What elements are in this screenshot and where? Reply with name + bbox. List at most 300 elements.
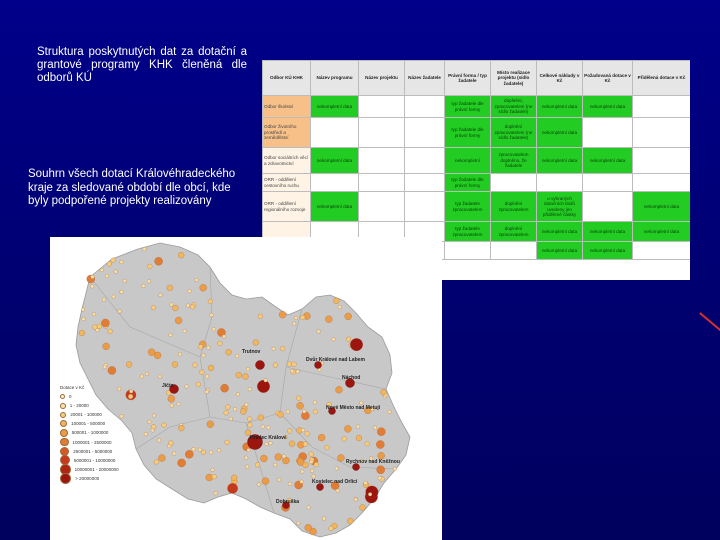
legend-item [60,428,122,437]
legend-item [60,419,122,428]
municipality-dot [246,367,250,371]
municipality-dot [147,420,151,424]
municipality-dot [236,392,240,396]
municipality-dot [290,369,294,373]
municipality-dot [336,489,340,493]
municipality-dot [151,424,156,429]
municipality-dot [111,258,116,263]
municipality-dot [380,389,386,395]
municipality-dot [305,524,312,531]
table-cell [633,242,691,260]
table-cell [445,242,491,260]
municipality-dot [248,387,252,391]
municipality-dot [120,290,124,294]
municipality-dot [296,521,300,525]
table-cell [491,242,537,260]
municipality-dot [91,275,95,279]
municipality-dot [260,455,267,462]
municipality-dot [152,414,156,418]
municipality-dot [90,285,94,289]
municipality-dot [92,312,96,316]
municipality-dot [102,298,106,302]
municipality-dot [377,428,385,436]
municipality-dot [154,460,159,465]
municipality-dot [231,475,237,481]
municipality-dot [278,412,284,418]
legend-label: 1000001 - 2500000 [72,439,112,445]
municipality-dot [296,370,300,374]
municipality-dot [317,330,321,334]
municipality-dot [365,441,370,446]
municipality-dot [303,462,309,468]
table-cell: typ žadatele zpracovatelem [445,222,491,242]
municipality-dot [211,468,215,472]
table-header: Právní forma / typ žadatele [445,61,491,96]
municipality-dot [142,284,146,288]
table-cell: doplnění, zpracovatelem (ne sídlo žadatele) [491,96,537,118]
municipality-dot [186,304,190,308]
region-map-image [50,237,442,540]
municipality-dot [247,417,252,422]
table-cell: zpracovatelem doplněno, že žadatele [491,148,537,174]
city-label: Hradec Králové [250,435,287,441]
municipality-dot [185,385,189,389]
municipality-dot [162,423,167,428]
municipality-dot [288,482,292,486]
municipality-dot [154,352,161,359]
municipality-dot [265,442,269,446]
table-cell [405,148,445,174]
municipality-dot [158,375,162,379]
municipality-dot [200,284,207,291]
table-cell: nekompletní data [537,148,583,174]
municipality-dot [301,428,305,432]
table-row [263,148,691,174]
municipality-dot [205,375,209,379]
municipality-dot [198,448,202,452]
municipality-dot [289,441,295,447]
legend-item [60,410,122,419]
table-cell [491,174,537,192]
municipality-dot [208,299,213,304]
municipality-dot [257,380,270,393]
table-header: Přidělená dotace v Kč [633,61,691,96]
municipality-dot [356,435,362,441]
municipality-dot [147,264,152,269]
table-body [263,96,691,260]
municipality-dot [292,362,297,367]
municipality-dot [287,362,292,367]
municipality-dot [177,402,181,406]
legend-label: 2500001 - 5000000 [73,448,113,454]
city-label: Rychnov nad Kněžnou [346,459,400,465]
municipality-dot [158,455,165,462]
municipality-dot [275,454,282,461]
municipality-dot [82,317,86,321]
municipality-dot [155,257,163,265]
municipality-dot [205,390,209,394]
municipality-dot [168,441,173,446]
municipality-dot [312,474,316,478]
municipality-dot [303,442,308,447]
slide-summary: Souhrn všech dotací Královéhradeckého kraje za sledované období dle obcí, kde byly podpořené projekty realizovány [28,168,236,207]
municipality-dot [368,492,372,496]
municipality-dot [221,384,229,392]
municipality-dot [273,363,278,368]
municipality-dot [287,429,292,434]
table-cell [405,118,445,148]
municipality-dot [264,378,268,382]
municipality-dot [101,319,109,327]
municipality-dot [207,421,214,428]
municipality-dot [209,451,213,455]
city-label: Nové Město nad Metují [326,405,381,411]
city-label: Kostelec nad Orlicí [312,479,358,485]
municipality-dot [258,314,263,319]
table-header-row [263,61,691,96]
table-cell: nekompletní data [537,96,583,118]
legend-label: 10000001 - 20000000 [74,466,119,472]
table-cell [405,192,445,222]
legend-swatch-icon [60,473,71,484]
municipality-dot [364,481,368,485]
table-header: Název programu [311,61,359,96]
municipality-dot [218,341,223,346]
decorative-line [700,312,720,332]
municipality-dot [325,445,330,450]
table-cell [583,174,633,192]
district-centre-dot [256,361,265,370]
municipality-dot [342,437,347,442]
municipality-dot [282,454,286,458]
municipality-dot [143,247,147,251]
municipality-dot [267,426,271,430]
municipality-dot [202,354,206,358]
municipality-dot [366,486,379,499]
municipality-dot [347,518,353,524]
municipality-dot [300,470,304,474]
municipality-dot [300,480,304,484]
municipality-dot [292,322,296,326]
municipality-dot [261,425,265,429]
municipality-dot [178,425,184,431]
table-row-header: Odbor životního prostředí a zemědělství [263,118,311,148]
municipality-dot [318,434,325,441]
municipality-dot [286,410,290,414]
legend-label: 5000001 - 10000000 [73,457,116,463]
legend-item [60,474,122,483]
table-cell: nekompletní data [311,148,359,174]
municipality-dot [305,431,310,436]
table-cell: doplnění zpracovatelem [491,222,537,242]
table-header: Celkové náklady v Kč [537,61,583,96]
municipality-dot [335,467,339,471]
municipality-dot [172,305,178,311]
table-cell: doplnění zpracovatelem [491,192,537,222]
municipality-dot [253,340,259,346]
municipality-dot [244,456,248,460]
municipality-dot [140,375,144,379]
municipality-dot [192,447,196,451]
municipality-dot [118,309,122,313]
municipality-dot [103,365,107,369]
table-cell: u vybraných dotačních titulů uvedeny jen přidělené částky [537,192,583,222]
municipality-dot [240,409,246,415]
municipality-dot [198,344,203,349]
region-outline [73,243,410,537]
table-row-header: Odbor sociálních věcí a zdravotnictví [263,148,311,174]
municipality-dot [212,474,217,479]
municipality-dot [333,298,339,304]
table-cell [405,174,445,192]
table-cell [583,118,633,148]
municipality-dot [325,316,332,323]
municipality-dot [255,462,260,467]
municipality-dot [338,305,342,309]
legend-swatch-icon [60,429,68,437]
municipality-dot [185,450,193,458]
data-structure-table [262,60,690,260]
table-header: Název žadatele [405,61,445,96]
legend-item [60,465,122,474]
table-cell: nekompletní data [537,118,583,148]
table-cell: typ žadatele dle právní formy [445,174,491,192]
municipality-dot [92,325,97,330]
municipality-dot [157,438,161,442]
municipality-dot [376,440,384,448]
municipality-dot [277,478,281,482]
municipality-dot [107,262,112,267]
municipality-dot [229,417,233,421]
legend-item [60,447,122,456]
municipality-dot [257,483,261,487]
municipality-dot [81,308,85,312]
municipality-dot [200,370,205,375]
municipality-dot [178,459,186,467]
municipality-dot [314,462,319,467]
municipality-dot [332,337,336,341]
municipality-dot [360,505,366,511]
table-row [263,118,691,148]
city-label: Jičín [162,383,174,389]
municipality-dot [309,452,314,457]
municipality-dot [100,268,104,272]
municipality-dot [172,452,176,456]
municipality-dot [167,285,173,291]
municipality-dot [336,386,343,393]
municipality-dot [262,478,269,485]
municipality-dot [195,278,199,282]
legend-label: 0 [69,394,72,400]
municipality-dot [151,305,156,310]
legend-swatch-icon [60,394,65,399]
table-cell: nekompletní data [583,148,633,174]
municipality-dot [236,372,242,378]
municipality-dot [344,425,351,432]
table-cell [359,118,405,148]
municipality-dot [393,467,397,471]
municipality-dot [196,382,201,387]
table-cell [583,192,633,222]
table-header: Místo realizace projektu (sídlo žadatele) [491,61,537,96]
city-label: Náchod [342,375,361,381]
municipality-dot [273,463,277,467]
municipality-dot [129,389,133,393]
legend-swatch-icon [60,412,66,418]
municipality-dot [279,311,286,318]
municipality-dot [193,363,198,368]
municipality-dot [207,346,211,350]
table-cell [359,192,405,222]
municipality-dot [310,469,314,473]
municipality-dot [235,354,239,358]
legend-label: 100001 - 500000 [71,421,106,427]
municipality-dot [224,410,229,415]
municipality-dot [103,343,110,350]
legend-swatch-icon [60,438,69,447]
municipality-dot [112,295,116,299]
legend-swatch-icon [60,420,67,427]
municipality-dot [148,349,155,356]
table-cell: nekompletní data [537,222,583,242]
table-cell [633,148,691,174]
table-row-header: ORR - oddělení regionálního rozvoje [263,192,311,222]
legend-label: 1 - 20000 [69,403,89,409]
table-cell [359,148,405,174]
table-cell: nekompletní data [537,242,583,260]
city-label: Trutnov [242,349,261,355]
municipality-dot [356,425,360,429]
municipality-dot [233,407,237,411]
municipality-dot [322,517,326,521]
municipality-dot [225,405,230,410]
municipality-dot [226,349,232,355]
table-cell: typ žadatele dle právní formy [445,96,491,118]
table-cell [311,118,359,148]
table-row-header: Odbor školství [263,96,311,118]
table-cell [359,174,405,192]
municipality-dot [302,410,306,414]
municipality-dot [329,526,334,531]
table-cell: nekompletní data [311,192,359,222]
legend-item [60,401,122,410]
municipality-dot [313,409,318,414]
table-cell: nekompletní data [633,222,691,242]
municipality-dot [248,423,253,428]
municipality-dot [313,401,317,405]
table-cell: typ žadatele zpracovatelem [445,192,491,222]
municipality-dot [272,347,276,351]
municipality-dot [123,279,127,283]
municipality-dot [242,374,248,380]
municipality-dot [128,394,133,399]
municipality-dot [227,483,237,493]
legend-swatch-icon [60,403,66,409]
municipality-dot [345,313,352,320]
municipality-dot [170,404,174,408]
municipality-dot [307,506,311,510]
municipality-dot [206,474,213,481]
table-row [263,174,691,192]
municipality-dot [114,270,118,274]
municipality-dot [244,403,248,407]
municipality-dot [225,440,230,445]
municipality-dot [145,372,149,376]
municipality-dot [201,450,206,455]
municipality-dot [208,365,214,371]
municipality-dot [378,476,382,480]
table-cell [359,96,405,118]
table-cell [537,174,583,192]
table-header: Název projektu [359,61,405,96]
municipality-dot [297,402,304,409]
municipality-dot [178,352,182,356]
municipality-dot [126,362,132,368]
table-header: Odbor KÚ KHK [263,61,311,96]
municipality-dot [188,289,192,293]
table-cell: typ žadatele dle právní formy [445,118,491,148]
municipality-dot [222,335,226,339]
municipality-dot [108,366,116,374]
legend-label: > 20000000 [75,475,100,481]
table-row [263,192,691,222]
table-cell: nekompletní [445,148,491,174]
municipality-dot [245,465,249,469]
city-label: Dobruška [276,499,300,505]
municipality-dot [350,338,363,351]
table-cell: nekompletní data [583,242,633,260]
municipality-dot [388,410,392,414]
table-header: Požadovaná dotace v Kč [583,61,633,96]
municipality-dot [172,362,178,368]
table-cell: nekompletní data [583,222,633,242]
municipality-dot [175,317,182,324]
municipality-dot [108,329,113,334]
municipality-dot [337,454,344,461]
municipality-dot [269,441,273,445]
municipality-dot [190,304,195,309]
municipality-dot [280,346,285,351]
municipality-dot [212,327,216,331]
slide-heading: Struktura poskytnutých dat za dotační a grantové programy KHK členěná dle odborů KÚ [37,46,247,84]
table-cell: nekompletní data [311,96,359,118]
map-legend [60,383,122,483]
legend-title: Dotace v Kč [60,385,85,390]
municipality-dot [294,316,298,320]
legend-item [60,392,122,401]
table-cell: nekompletní data [633,192,691,222]
municipality-dot [168,395,175,402]
table-cell: doplnění zpracovatelem (ne sídlo žadatele) [491,118,537,148]
legend-item [60,438,122,447]
municipality-dot [210,313,214,317]
municipality-dot [147,279,151,283]
municipality-dot [247,448,251,452]
municipality-dot [178,252,184,258]
municipality-dot [120,260,124,264]
municipality-dot [79,330,85,336]
municipality-dot [300,315,305,320]
municipality-dot [97,324,102,329]
municipality-dot [159,293,163,297]
table-cell [633,118,691,148]
table-cell: nekompletní data [583,96,633,118]
legend-item [60,456,122,465]
table-cell [633,96,691,118]
legend-label: 20001 - 100000 [70,412,102,418]
table-row-header: ORR - oddělení cestovního ruchu [263,174,311,192]
municipality-dot [183,329,187,333]
